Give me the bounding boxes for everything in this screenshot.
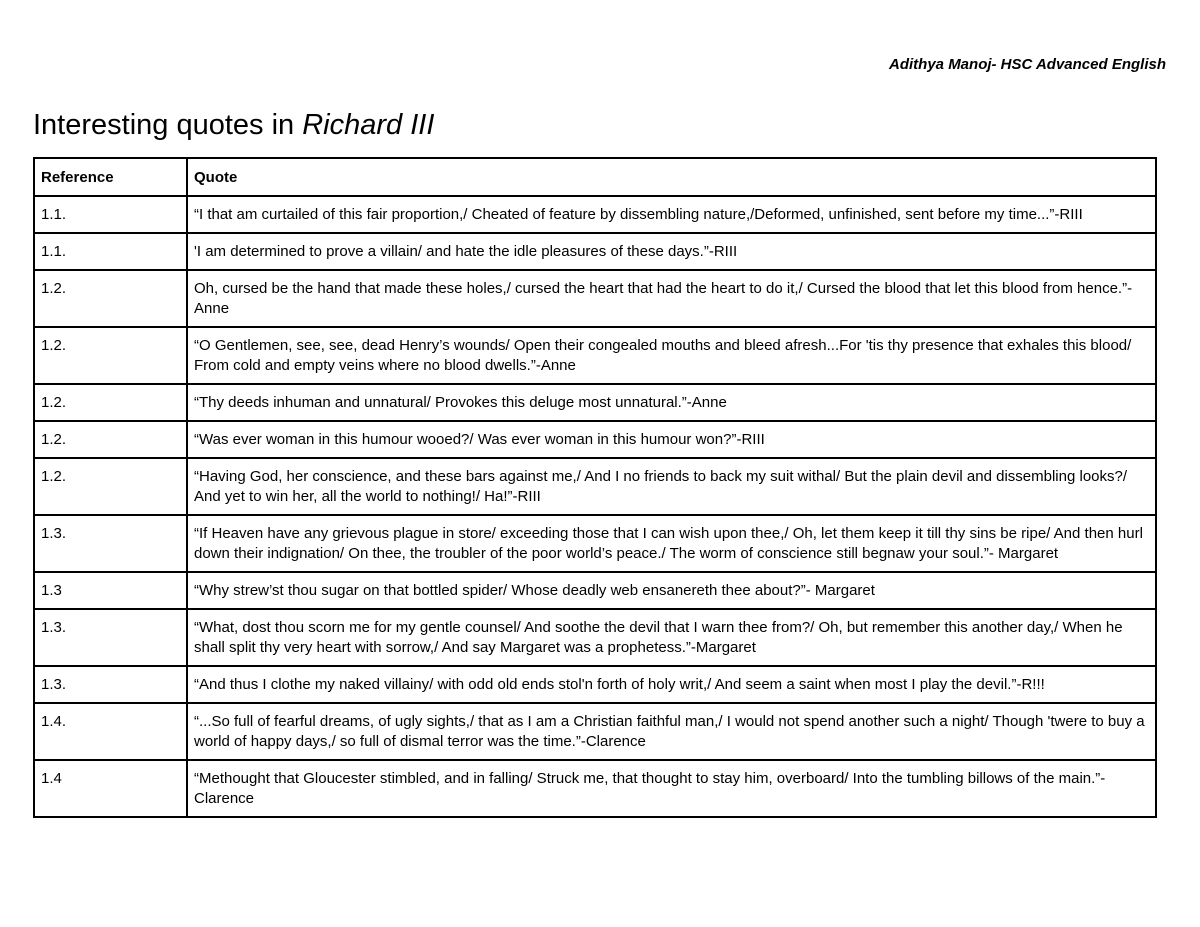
table-row	[34, 233, 1156, 270]
column-header-quote: Quote	[187, 158, 1156, 196]
reference-cell: 1.3.	[34, 609, 187, 666]
quote-cell: “What, dost thou scorn me for my gentle counsel/ And soothe the devil that I warn thee from?/ Oh, but remember this another day,/ When he shall split thy very heart with sorrow,/ And say Margaret was a prophetess.”-Margaret	[187, 609, 1156, 666]
reference-cell: 1.1.	[34, 196, 187, 233]
column-header-reference: Reference	[34, 158, 187, 196]
reference-cell: 1.1.	[34, 233, 187, 270]
reference-cell: 1.3.	[34, 666, 187, 703]
quote-cell: “Methought that Gloucester stimbled, and in falling/ Struck me, that thought to stay him, overboard/ Into the tumbling billows of the main.”-Clarence	[187, 760, 1156, 817]
table-row	[34, 609, 1156, 666]
quote-cell: “Having God, her conscience, and these bars against me,/ And I no friends to back my suit withal/ But the plain devil and dissembling looks?/ And yet to win her, all the world to nothing!/ Ha!”-RIII	[187, 458, 1156, 515]
reference-cell: 1.2.	[34, 384, 187, 421]
table-row	[34, 196, 1156, 233]
author-header: Adithya Manoj- HSC Advanced English	[889, 56, 1166, 73]
quotes-table	[33, 157, 1157, 818]
table-row	[34, 327, 1156, 384]
quote-cell: Oh, cursed be the hand that made these holes,/ cursed the heart that had the heart to do it,/ Cursed the blood that let this blood from hence.”- Anne	[187, 270, 1156, 327]
reference-cell: 1.4	[34, 760, 187, 817]
table-row	[34, 515, 1156, 572]
table-row	[34, 458, 1156, 515]
page-title-italic: Richard III	[302, 109, 435, 141]
table-row	[34, 572, 1156, 609]
table-body	[34, 196, 1156, 817]
reference-cell: 1.4.	[34, 703, 187, 760]
table-header-row	[34, 158, 1156, 196]
reference-cell: 1.2.	[34, 327, 187, 384]
table-row	[34, 760, 1156, 817]
quote-cell: “I that am curtailed of this fair proportion,/ Cheated of feature by dissembling nature,/Deformed, unfinished, sent before my time...”-RIII	[187, 196, 1156, 233]
table-row	[34, 703, 1156, 760]
table-row	[34, 270, 1156, 327]
reference-cell: 1.3	[34, 572, 187, 609]
quote-cell: “Thy deeds inhuman and unnatural/ Provokes this deluge most unnatural.”-Anne	[187, 384, 1156, 421]
page-title-plain: Interesting quotes in	[33, 109, 303, 141]
reference-cell: 1.2.	[34, 421, 187, 458]
reference-cell: 1.2.	[34, 458, 187, 515]
quote-cell: “Why strew’st thou sugar on that bottled spider/ Whose deadly web ensanereth thee about?”- Margaret	[187, 572, 1156, 609]
reference-cell: 1.2.	[34, 270, 187, 327]
quote-cell: “If Heaven have any grievous plague in store/ exceeding those that I can wish upon thee,/ Oh, let them keep it till thy sins be ripe/ And then hurl down their indignation/ On thee, the troubler of the poor world’s peace./ The worm of conscience still begnaw your soul.”- Margaret	[187, 515, 1156, 572]
quote-cell: 'I am determined to prove a villain/ and hate the idle pleasures of these days.”-RIII	[187, 233, 1156, 270]
quote-cell: “O Gentlemen, see, see, dead Henry’s wounds/ Open their congealed mouths and bleed afresh...For 'tis thy presence that exhales this blood/ From cold and empty veins where no blood dwells.”-Anne	[187, 327, 1156, 384]
quote-cell: “...So full of fearful dreams, of ugly sights,/ that as I am a Christian faithful man,/ I would not spend another such a night/ Though 'twere to buy a world of happy days,/ so full of dismal terror was the time.”-Clarence	[187, 703, 1156, 760]
quote-cell: “Was ever woman in this humour wooed?/ Was ever woman in this humour won?”-RIII	[187, 421, 1156, 458]
page-title	[33, 109, 434, 142]
table-row	[34, 421, 1156, 458]
table-row	[34, 384, 1156, 421]
quote-cell: “And thus I clothe my naked villainy/ with odd old ends stol'n forth of holy writ,/ And seem a saint when most I play the devil.”-R!!!	[187, 666, 1156, 703]
table-row	[34, 666, 1156, 703]
reference-cell: 1.3.	[34, 515, 187, 572]
